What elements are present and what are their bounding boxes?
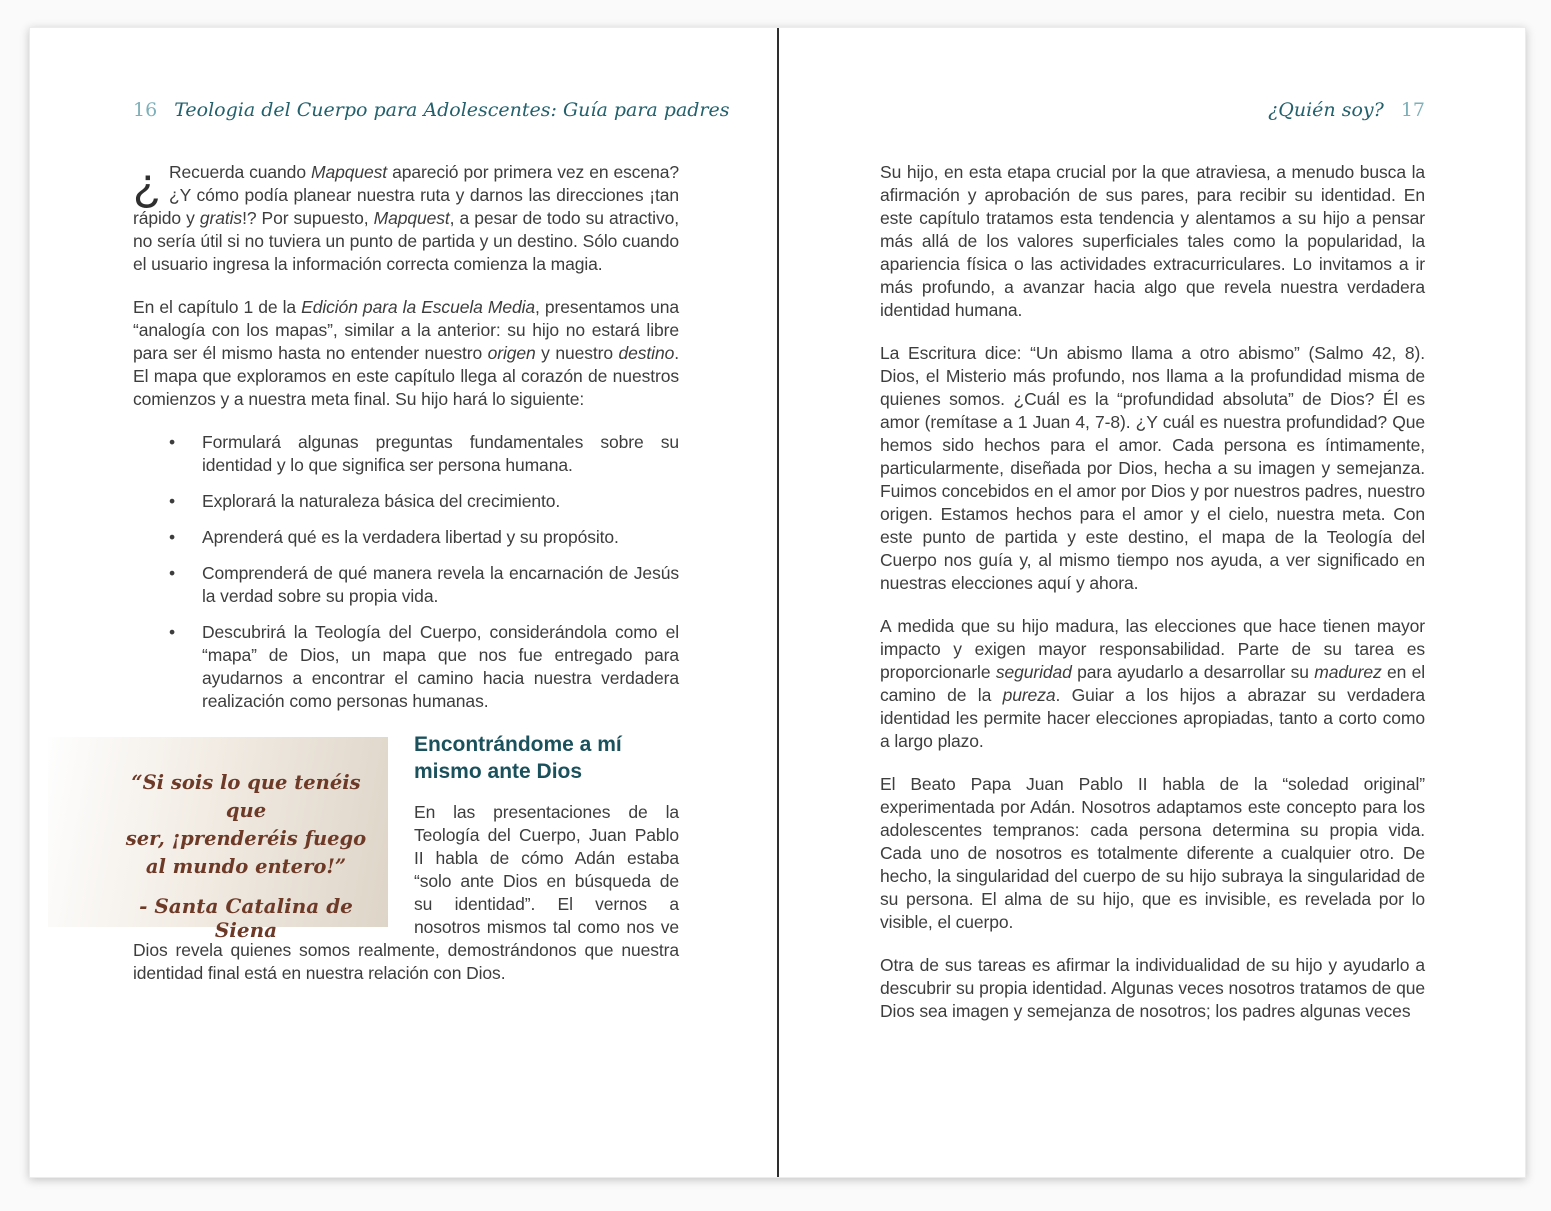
list-item [169, 526, 679, 549]
quote-line: ser, ¡prenderéis fuego [125, 827, 367, 850]
paragraph [880, 615, 1425, 753]
bullet-list [133, 431, 679, 713]
bullet-text: Comprenderá de qué manera revela la encarnación de Jesús la verdad sobre su propia vida. [202, 563, 679, 606]
drop-cap: ¿ [133, 158, 161, 210]
paragraph [880, 954, 1425, 1023]
section-paragraph: En las presentaciones de la Teología del Cuerpo, Juan Pablo II habla de cómo Adán estaba “solo ante Dios en búsqueda de su identidad”. El vernos a nosotros mismos tal como nos ve Dios revela quienes somos realmente, demostrándonos que nuestra identidad final está en nuestra relación con Dios. [133, 802, 679, 983]
bullet-text: Formulará algunas preguntas fundamentales sobre su identidad y lo que significa ser persona humana. [202, 432, 679, 475]
bullet-marker: • [169, 563, 176, 583]
paragraph [133, 158, 679, 276]
right-page [779, 28, 1525, 1177]
list-item [169, 562, 679, 608]
list-item [169, 490, 679, 513]
bullet-marker: • [169, 622, 176, 642]
paragraph [880, 773, 1425, 934]
paragraph-text: Recuerda cuando Mapquest apareció por primera vez en escena? ¿Y cómo podía planear nuestra ruta y darnos las direcciones ¡tan rápido y gratis!? Por supuesto, Mapquest, a pesar de todo su atractivo, no sería útil si no tuviera un punto de partida y un destino. Sólo cuando el usuario ingresa la información correcta comienza la magia. [133, 162, 679, 274]
left-body [125, 158, 679, 985]
right-page-number: 17 [1400, 99, 1425, 121]
bullet-text: Aprenderá qué es la verdadera libertad y su propósito. [202, 527, 619, 547]
paragraph-text: Su hijo, en esta etapa crucial por la que atraviesa, a menudo busca la afirmación y aprobación de sus pares, para recibir su identidad. En este capítulo tratamos esta tendencia y alentamos a su hijo a pensar más allá de los valores superficiales tales como la popularidad, la apariencia física o las actividades extracurriculares. Lo invitamos a ir más profundo, a avanzar hacia algo que revela nuestra verdadera identidad humana. [880, 162, 1425, 320]
bullet-marker: • [169, 527, 176, 547]
paragraph-text: La Escritura dice: “Un abismo llama a otro abismo” (Salmo 42, 8). Dios, el Misterio más profundo, nos llama a la profundidad misma de quienes somos. ¿Cuál es la “profundidad absoluta” de Dios? Él es amor (remítase a 1 Juan 4, 7-8). ¿Y cuál es nuestra profundidad? Que hemos sido hechos para el amor. Cada persona es íntimamente, particularmente, diseñada por Dios, hecha a su imagen y semejanza. Fuimos concebidos en el amor por Dios y por nuestros padres, nuestro origen. Estamos hechos para el amor y el cielo, nuestra meta. Con este punto de partida y este destino, el mapa de la Teología del Cuerpo nos guía y, al mismo tiempo nos ayuda, a ver significado en nuestras elecciones aquí y ahora. [880, 343, 1425, 593]
paragraph [880, 161, 1425, 322]
list-item [169, 431, 679, 477]
left-running-title: Teologia del Cuerpo para Adolescentes: Guía para padres [174, 99, 730, 121]
bullet-marker: • [169, 432, 176, 452]
left-page-number: 16 [133, 99, 158, 121]
bullet-text: Descubrirá la Teología del Cuerpo, considerándola como el “mapa” de Dios, un mapa que nos fue entregado para ayudarnos a encontrar el camino hacia nuestra verdadera realización como personas humanas. [202, 622, 679, 711]
book-spread [29, 27, 1526, 1178]
quote-line: al mundo entero!” [145, 855, 347, 878]
right-running-header [880, 99, 1425, 121]
paragraph-text: Otra de sus tareas es afirmar la individualidad de su hijo y ayudarlo a descubrir su propia identidad. Algunas veces nosotros tratamos de que Dios sea imagen y semejanza de nosotros; los padres algunas veces [880, 955, 1425, 1021]
left-page [30, 28, 779, 1177]
paragraph-text: En el capítulo 1 de la Edición para la Escuela Media, presentamos una “analogía con los mapas”, similar a la anterior: su hijo no estará libre para ser él mismo hasta no entender nuestro origen y nuestro destino. El mapa que exploramos en este capítulo llega al corazón de nuestros comienzos y a nuestra meta final. Su hijo hará lo siguiente: [133, 297, 679, 409]
bullet-marker: • [169, 491, 176, 511]
paragraph-text: A medida que su hijo madura, las elecciones que hace tienen mayor impacto y exigen mayor responsabilidad. Parte de su tarea es proporcionarle seguridad para ayudarlo a desarrollar su madurez en el camino de la pureza. Guiar a los hijos a abrazar su verdadera identidad les permite hacer elecciones apropiadas, tanto a corto como a largo plazo. [880, 616, 1426, 751]
quote-line: “Si sois lo que tenéis que [131, 771, 361, 822]
left-running-header [133, 99, 730, 121]
quote-attribution: - Santa Catalina de Siena [139, 894, 353, 942]
section-heading: Encontrándome a mí mismo ante Dios [414, 733, 622, 783]
section [125, 731, 679, 985]
pull-quote-box [48, 737, 388, 942]
paragraph [133, 296, 679, 411]
right-running-title: ¿Quién soy? [1268, 99, 1384, 121]
bullet-text: Explorará la naturaleza básica del crecimiento. [202, 491, 561, 511]
list-item [169, 621, 679, 713]
paragraph [880, 342, 1425, 595]
right-body [880, 161, 1425, 1023]
paragraph-text: El Beato Papa Juan Pablo II habla de la “soledad original” experimentada por Adán. Nosotros adaptamos este concepto para los adolescentes tempranos: cada persona determina su propia vida. Cada uno de nosotros es totalmente diferente a cualquier otro. De hecho, la singularidad del cuerpo de su hijo subraya la singularidad de su persona. El alma de su hijo, que es invisible, es revelada por lo visible, el cuerpo. [880, 774, 1425, 932]
